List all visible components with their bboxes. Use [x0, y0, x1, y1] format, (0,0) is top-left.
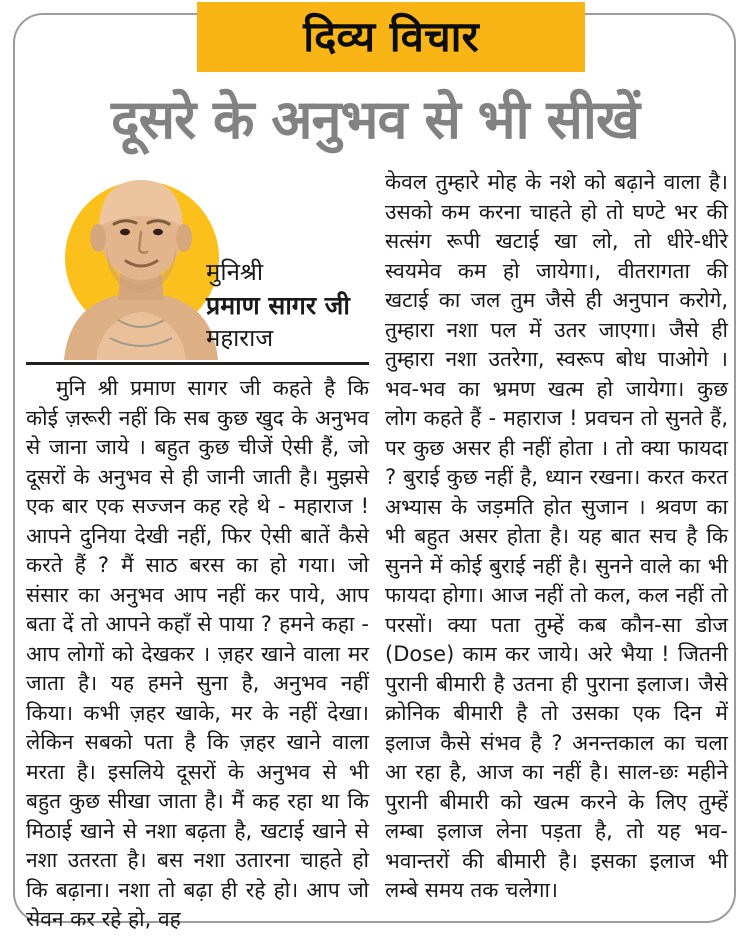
article-columns [26, 168, 728, 935]
section-banner [197, 2, 585, 72]
caption-divider-rule [26, 362, 369, 365]
author-block [26, 168, 369, 360]
right-column [385, 168, 728, 935]
author-name: प्रमाण सागर जी [206, 291, 350, 320]
author-honorific: मुनिश्री [206, 258, 264, 286]
author-caption [206, 256, 350, 355]
article-paragraph-right: केवल तुम्हारे मोह के नशे को बढ़ाने वाला है। उसको कम करना चाहते हो तो घण्टे भर की सत्संग रूपी खटाई खा लो, तो धीरे-धीरे स्वयमेव कम हो जायेगा।, वीतरागता की खटाई का जल तुम जैसे ही अनुपान करोगे, तुम्हारा नशा पल में उतर जाएगा। जैसे ही तुम्हारा नशा उतरेगा, स्वरूप बोध पाओगे । भव-भव का भ्रमण खत्म हो जायेगा। कुछ लोग कहते हैं - महाराज ! प्रवचन तो सुनते हैं, पर कुछ असर ही नहीं होता । तो क्या फायदा ? बुराई कुछ नहीं है, ध्यान रखना। करत करत अभ्यास के जड़मति होत सुजान । श्रवण का भी बहुत असर होता है। यह बात सच है कि सुनने में कोई बुराई नहीं है। सुनने वाले का भी फायदा होगा। आज नहीं तो कल, कल नहीं तो परसों। क्या पता तुम्हें कब कौन-सा डोज (Dose) काम कर जाये। अरे भैया ! जितनी पुरानी बीमारी है उतना ही पुराना इलाज। जैसे क्रोनिक बीमारी है तो उसका एक दिन में इलाज कैसे संभव है ? अनन्तकाल का चला आ रहा है, आज का नहीं है। साल-छः महीने पुरानी बीमारी को खत्म करने के लिए तुम्हें लम्बा इलाज लेना पड़ता है, तो यह भव-भवान्तरों की बीमारी है। इसका इलाज भी लम्बे समय तक चलेगा। [385, 170, 728, 902]
article-headline: दूसरे के अनुभव से भी सीखें [110, 88, 640, 151]
author-title: महाराज [206, 324, 274, 352]
article-paragraph-left: मुनि श्री प्रमाण सागर जी कहते है कि कोई ज़रूरी नहीं कि सब कुछ खुद के अनुभव से जाना जाये । बहुत कुछ चीजें ऐसी हैं, जो दूसरों के अनुभव से ही जानी जाती है। मुझसे एक बार एक सज्जन कह रहे थे - महाराज ! आपने दुनिया देखी नहीं, फिर ऐसी बातें कैसे करते हैं ? मैं साठ बरस का हो गया। जो संसार का अनुभव आप नहीं कर पाये, आप बता दें तो आपने कहाँ से पाया ? हमने कहा - आप लोगों को देखकर । ज़हर खाने वाला मर जाता है। यह हमने सुना है, अनुभव नहीं किया। कभी ज़हर खाके, मर के नहीं देखा। लेकिन सबको पता है कि ज़हर खाने वाला मरता है। इसलिये दूसरों के अनुभव से भी बहुत कुछ सीखा जाता है। मैं कह रहा था कि मिठाई खाने से नशा बढ़ता है, खटाई खाने से नशा उतरता है। बस नशा उतारना चाहते हो कि बढ़ाना। नशा तो बढ़ा ही रहे हो। आप जो सेवन कर रहे हो, वह [26, 376, 369, 931]
section-banner-label: दिव्य विचार [303, 12, 479, 61]
left-column [26, 168, 369, 935]
